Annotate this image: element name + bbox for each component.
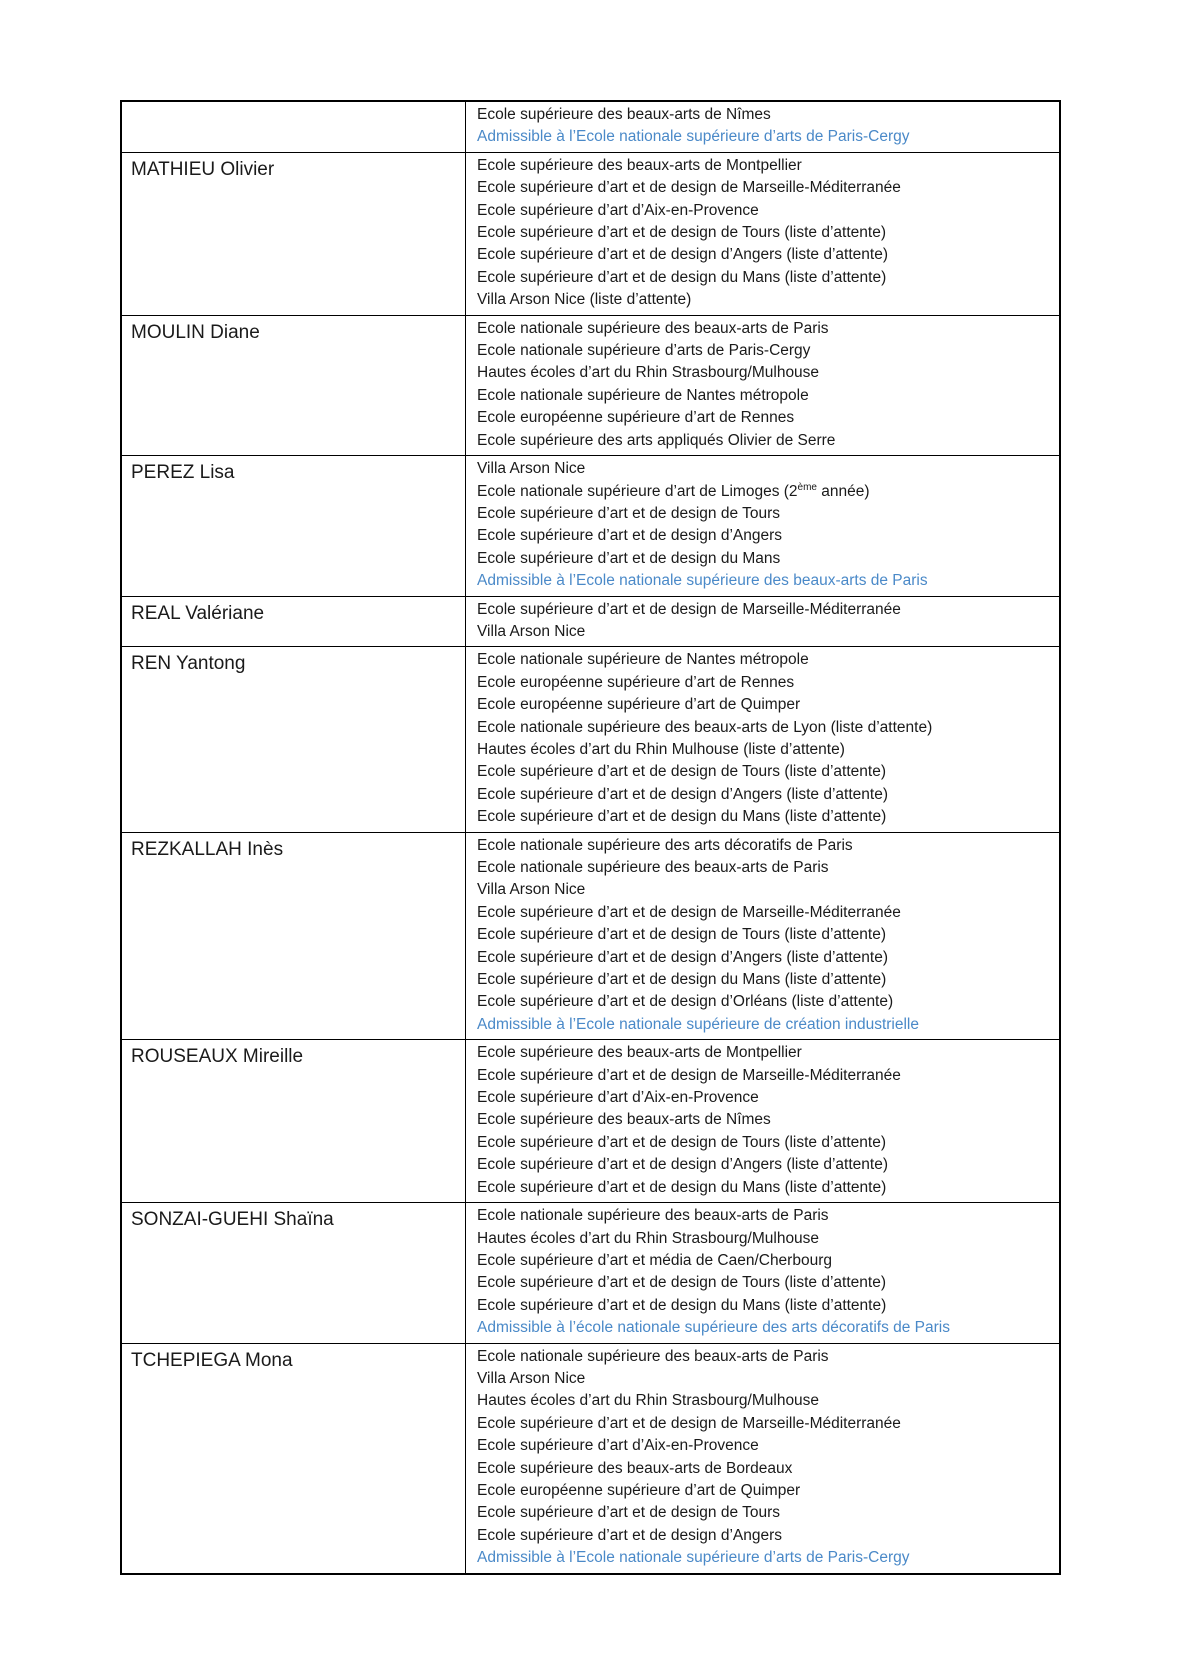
school-line: Ecole supérieure d’art et de design de Marseille-Méditerranée	[477, 1066, 901, 1084]
student-name: MATHIEU Olivier	[131, 158, 275, 180]
student-name: PEREZ Lisa	[131, 462, 235, 484]
school-line: Ecole supérieure d’art et de design d’Orléans (liste d’attente)	[477, 993, 894, 1011]
school-line: Ecole supérieure des beaux-arts de Montpellier	[477, 156, 802, 174]
school-line: Ecole supérieure d’art d’Aix-en-Provence	[477, 1089, 759, 1107]
student-name-cell	[122, 647, 466, 831]
school-line: Ecole supérieure d’art et de design de Tours (liste d’attente)	[477, 1274, 886, 1292]
school-line: Ecole nationale supérieure de Nantes métropole	[477, 651, 809, 669]
student-name: MOULIN Diane	[131, 321, 260, 343]
school-line: Ecole supérieure d’art et de design de Marseille-Méditerranée	[477, 179, 901, 197]
admissible-line: Admissible à l’Ecole nationale supérieure d’arts de Paris-Cergy	[477, 1549, 910, 1567]
student-name: REZKALLAH Inès	[131, 838, 284, 860]
school-line: Ecole supérieure d’art et de design d’Angers (liste d’attente)	[477, 246, 888, 264]
school-line: Ecole supérieure d’art et de design d’Angers (liste d’attente)	[477, 1156, 888, 1174]
school-line: Ecole supérieure d’art et de design de Tours (liste d’attente)	[477, 1133, 886, 1151]
table-row	[122, 646, 1059, 831]
table-row	[122, 1202, 1059, 1342]
school-line: Ecole supérieure des beaux-arts de Nîmes	[477, 1111, 771, 1129]
table-row	[122, 315, 1059, 455]
school-line: Villa Arson Nice	[477, 622, 586, 640]
table-row	[122, 596, 1059, 647]
school-line: Ecole supérieure d’art d’Aix-en-Provence	[477, 201, 759, 219]
school-line: Ecole supérieure des beaux-arts de Montpellier	[477, 1044, 802, 1062]
school-line: Ecole supérieure d’art et de design de Marseille-Méditerranée	[477, 600, 901, 618]
admissible-line: Admissible à l’école nationale supérieure des arts décoratifs de Paris	[477, 1319, 950, 1337]
table-row	[122, 152, 1059, 315]
school-line: Villa Arson Nice	[477, 881, 586, 899]
school-line: Ecole nationale supérieure des beaux-arts de Paris	[477, 1207, 829, 1225]
school-line: Hautes écoles d’art du Rhin Strasbourg/Mulhouse	[477, 1392, 820, 1410]
student-name-cell	[122, 597, 466, 647]
school-line: Ecole nationale supérieure des beaux-arts de Paris	[477, 319, 829, 337]
admissions-table	[120, 100, 1061, 1575]
schools-cell	[466, 316, 1059, 455]
student-name-cell	[122, 1203, 466, 1342]
school-line: Hautes écoles d’art du Rhin Mulhouse (liste d’attente)	[477, 740, 845, 758]
school-line: Ecole européenne supérieure d’art de Rennes	[477, 673, 795, 691]
school-line: Ecole européenne supérieure d’art de Quimper	[477, 1481, 801, 1499]
table-row	[122, 832, 1059, 1040]
school-line: Villa Arson Nice (liste d’attente)	[477, 291, 692, 309]
student-name-cell	[122, 456, 466, 595]
school-line: Ecole supérieure d’art et de design de Tours (liste d’attente)	[477, 224, 886, 242]
school-line: Ecole nationale supérieure de Nantes métropole	[477, 386, 809, 404]
school-line: Ecole supérieure d’art et de design du Mans (liste d’attente)	[477, 1178, 887, 1196]
schools-cell	[466, 1203, 1059, 1342]
table-row	[122, 102, 1059, 152]
student-name-cell	[122, 1344, 466, 1573]
admissible-line: Admissible à l’Ecole nationale supérieure d’arts de Paris-Cergy	[477, 128, 910, 146]
school-line: Ecole supérieure d’art d’Aix-en-Provence	[477, 1437, 759, 1455]
school-line: Ecole supérieure d’art et de design du Mans (liste d’attente)	[477, 1296, 887, 1314]
school-line: Ecole supérieure d’art et de design d’Angers	[477, 1526, 783, 1544]
admissible-line: Admissible à l’Ecole nationale supérieure de création industrielle	[477, 1015, 919, 1033]
student-name: REAL Valériane	[131, 602, 265, 624]
student-name-cell	[122, 102, 466, 152]
school-line: Ecole supérieure d’art et de design de Tours (liste d’attente)	[477, 763, 886, 781]
schools-cell	[466, 456, 1059, 595]
schools-cell	[466, 647, 1059, 831]
student-name-cell	[122, 153, 466, 315]
schools-cell	[466, 153, 1059, 315]
schools-cell	[466, 102, 1059, 152]
schools-cell	[466, 833, 1059, 1040]
school-line-text: année)	[816, 482, 870, 500]
schools-cell	[466, 1040, 1059, 1202]
table-row	[122, 1343, 1059, 1573]
student-name: TCHEPIEGA Mona	[131, 1349, 293, 1371]
schools-cell	[466, 1344, 1059, 1573]
student-name: REN Yantong	[131, 653, 246, 675]
school-line: Ecole supérieure d’art et média de Caen/Cherbourg	[477, 1251, 832, 1269]
school-line: Ecole supérieure d’art et de design du Mans	[477, 549, 781, 567]
student-name: ROUSEAUX Mireille	[131, 1046, 304, 1068]
student-name: SONZAI-GUEHI Shaïna	[131, 1209, 334, 1231]
school-line: Ecole nationale supérieure des beaux-arts de Paris	[477, 1347, 829, 1365]
school-line: Ecole supérieure d’art et de design de Tours	[477, 504, 781, 522]
school-line: Ecole nationale supérieure des beaux-arts de Paris	[477, 859, 829, 876]
school-line: Hautes écoles d’art du Rhin Strasbourg/Mulhouse	[477, 1229, 820, 1247]
table-row	[122, 455, 1059, 595]
student-name-cell	[122, 316, 466, 455]
school-line: Hautes écoles d’art du Rhin Strasbourg/Mulhouse	[477, 364, 820, 382]
school-line: Ecole supérieure d’art et de design de Marseille-Méditerranée	[477, 1414, 901, 1432]
school-line: Ecole supérieure d’art et de design d’Angers (liste d’attente)	[477, 785, 888, 803]
school-line	[477, 481, 1051, 503]
student-name-cell	[122, 833, 466, 1040]
school-line: Ecole nationale supérieure des arts décoratifs de Paris	[477, 836, 853, 854]
school-line: Ecole supérieure d’art et de design de Marseille-Méditerranée	[477, 903, 901, 921]
school-line: Villa Arson Nice	[477, 1369, 586, 1387]
school-line: Ecole nationale supérieure des beaux-arts de Lyon (liste d’attente)	[477, 718, 933, 736]
superscript-text: ème	[797, 481, 817, 493]
school-line: Ecole supérieure d’art et de design du Mans (liste d’attente)	[477, 808, 887, 826]
student-name-cell	[122, 1040, 466, 1202]
school-line: Ecole européenne supérieure d’art de Rennes	[477, 409, 795, 427]
school-line: Ecole supérieure d’art et de design de Tours (liste d’attente)	[477, 926, 886, 944]
school-line: Ecole nationale supérieure d’arts de Paris-Cergy	[477, 342, 811, 360]
school-line: Ecole supérieure des beaux-arts de Bordeaux	[477, 1459, 793, 1477]
school-line-text: Ecole nationale supérieure d’art de Limoges (2	[477, 482, 798, 500]
school-line: Ecole supérieure d’art et de design du Mans (liste d’attente)	[477, 971, 887, 989]
schools-cell	[466, 597, 1059, 647]
school-line: Ecole supérieure des arts appliqués Olivier de Serre	[477, 431, 836, 449]
table-row	[122, 1039, 1059, 1202]
school-line: Villa Arson Nice	[477, 460, 586, 478]
school-line: Ecole européenne supérieure d’art de Quimper	[477, 696, 801, 714]
school-line: Ecole supérieure d’art et de design d’Angers	[477, 527, 783, 545]
admissible-line: Admissible à l’Ecole nationale supérieure des beaux-arts de Paris	[477, 572, 928, 590]
school-line: Ecole supérieure d’art et de design d’Angers (liste d’attente)	[477, 948, 888, 966]
school-line: Ecole supérieure d’art et de design du Mans (liste d’attente)	[477, 268, 887, 286]
school-line: Ecole supérieure d’art et de design de Tours	[477, 1504, 781, 1522]
school-line: Ecole supérieure des beaux-arts de Nîmes	[477, 106, 771, 123]
